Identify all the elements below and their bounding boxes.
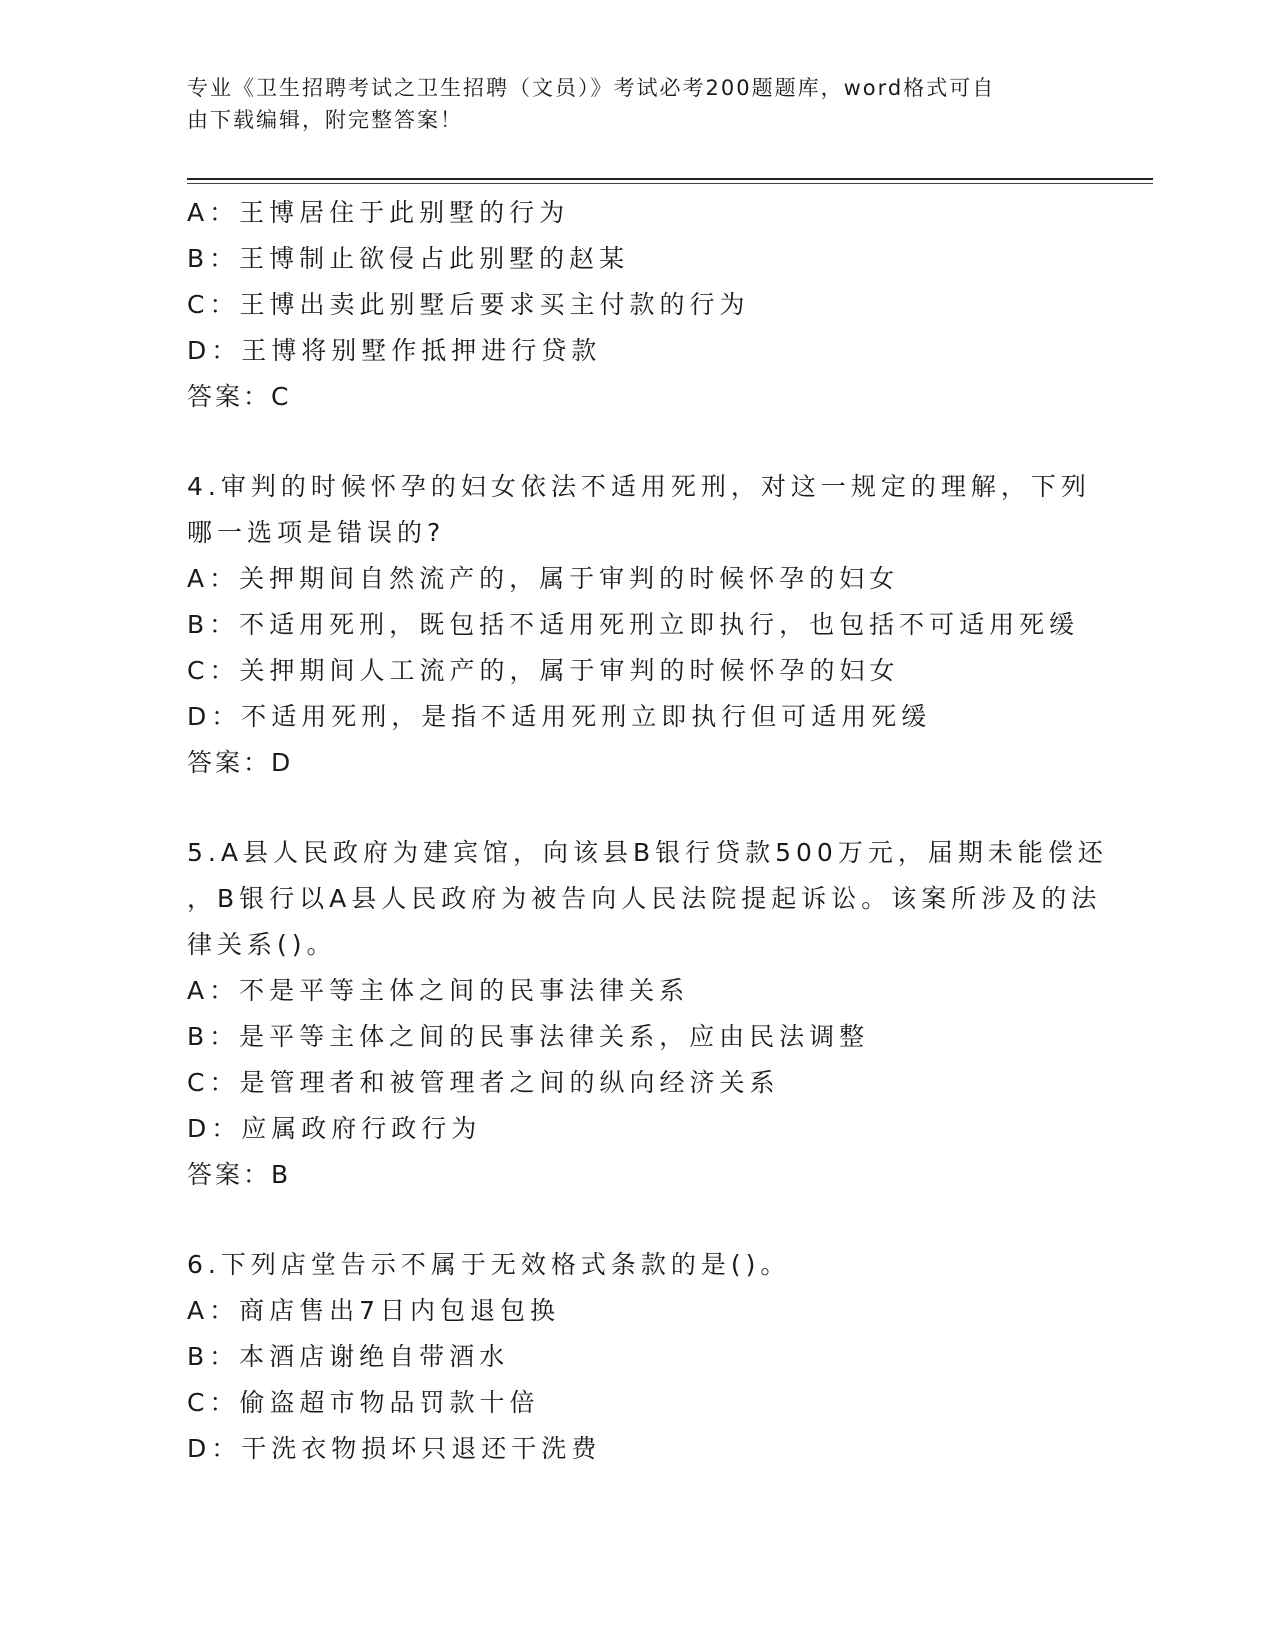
header-rule-thin <box>187 183 1153 184</box>
option-b: B：不适用死刑，既包括不适用死刑立即执行，也包括不可适用死缓 <box>187 610 1080 639</box>
option-a: A：王博居住于此别墅的行为 <box>187 198 570 227</box>
spacer <box>187 786 1087 830</box>
question-stem-line: 哪一选项是错误的? <box>187 518 446 547</box>
answer: 答案：C <box>187 382 292 411</box>
answer: 答案：D <box>187 748 294 777</box>
header-line-2: 由下载编辑，附完整答案！ <box>187 108 463 132</box>
question-stem-line: 4.审判的时候怀孕的妇女依法不适用死刑，对这一规定的理解，下列 <box>187 472 1091 501</box>
option-c: C：王博出卖此别墅后要求买主付款的行为 <box>187 290 750 319</box>
header-rule-thick <box>187 178 1153 180</box>
header-line-1: 专业《卫生招聘考试之卫生招聘（文员）》考试必考200题题库，word格式可自 <box>187 76 996 100</box>
question-3 <box>187 190 1087 420</box>
option-b: B：王博制止欲侵占此别墅的赵某 <box>187 244 630 273</box>
question-stem-line: 律关系()。 <box>187 930 337 959</box>
option-d: D：不适用死刑，是指不适用死刑立即执行但可适用死缓 <box>187 702 932 731</box>
question-stem-line: ，B银行以A县人民政府为被告向人民法院提起诉讼。该案所涉及的法 <box>187 884 1102 913</box>
option-a: A：关押期间自然流产的，属于审判的时候怀孕的妇女 <box>187 564 900 593</box>
question-stem-line: 6.下列店堂告示不属于无效格式条款的是()。 <box>187 1250 791 1279</box>
option-d: D：干洗衣物损坏只退还干洗费 <box>187 1434 602 1463</box>
question-6 <box>187 1242 1087 1472</box>
option-a: A：商店售出7日内包退包换 <box>187 1296 561 1325</box>
option-c: C：偷盗超市物品罚款十倍 <box>187 1388 540 1417</box>
option-d: D：应属政府行政行为 <box>187 1114 482 1143</box>
question-stem-line: 5.A县人民政府为建宾馆，向该县B银行贷款500万元，届期未能偿还 <box>187 838 1108 867</box>
question-list <box>187 190 1108 1472</box>
option-a: A：不是平等主体之间的民事法律关系 <box>187 976 690 1005</box>
document-header <box>187 72 1067 136</box>
answer: 答案：B <box>187 1160 292 1189</box>
option-c: C：是管理者和被管理者之间的纵向经济关系 <box>187 1068 780 1097</box>
option-d: D：王博将别墅作抵押进行贷款 <box>187 336 602 365</box>
question-5 <box>187 830 1108 1198</box>
question-4 <box>187 464 1091 786</box>
option-c: C：关押期间人工流产的，属于审判的时候怀孕的妇女 <box>187 656 900 685</box>
option-b: B：本酒店谢绝自带酒水 <box>187 1342 510 1371</box>
spacer <box>187 1198 1087 1242</box>
spacer <box>187 420 1087 464</box>
option-b: B：是平等主体之间的民事法律关系，应由民法调整 <box>187 1022 870 1051</box>
